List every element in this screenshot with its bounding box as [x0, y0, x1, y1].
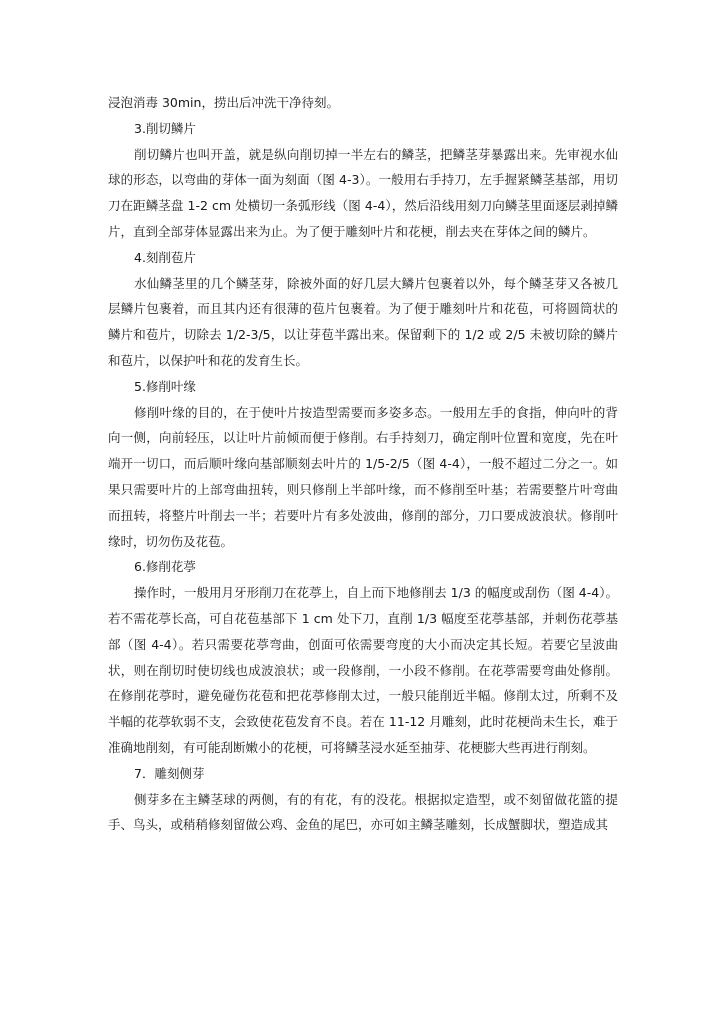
section-heading-7: 7．雕刻侧芽 — [134, 765, 205, 781]
paragraph-continuation: 浸泡消毒 30min，捞出后冲洗干净待刻。 — [108, 95, 339, 110]
section-heading-5: 5.修削叶缘 — [134, 378, 196, 394]
paragraph-section-6: 操作时，一般用月牙形削刀在花葶上，自上而下地修削去 1/3 的幅度或刮伤（图 4-4）。若不需花葶长高，可自花苞基部下 1 cm 处下刀，直削 1/3 幅度至花葶基部，并刺伤花葶基部（图 4-4）。若只需要花葶弯曲，创面可依需要弯度的大小而决定其长短。若要它呈波曲状，则在削切时使切线也成波浪状；或一段修削，一小段不修削。在花葶需要弯曲处修削。在修削花葶时，避免碰伤花苞和把花葶修削太过，一般只能削近半幅。修削太过，所剩不及半幅的花葶软弱不支，会致使花苞发育不良。若在 11-12 月雕刻，此时花梗尚未生长，难于准确地削刻，有可能刮断嫩小的花梗，可将鳞茎浸水延至抽芽、花梗膨大些再进行削刻。 — [108, 585, 618, 755]
section-heading-3: 3.削切鳞片 — [134, 120, 196, 136]
paragraph-section-7: 侧芽多在主鳞茎球的两侧，有的有花，有的没花。根据拟定造型，或不刻留做花篮的提手、鸟头，或稍稍修刻留做公鸡、金鱼的尾巴，亦可如主鳞茎雕刻，长成蟹脚状，塑造成其 — [108, 791, 618, 833]
paragraph-section-5: 修削叶缘的目的，在于使叶片按造型需要而多姿多态。一般用左手的食指，伸向叶的背向一侧，向前轻压，以让叶片前倾而便于修削。右手持刻刀，确定削叶位置和宽度，先在叶端开一切口，而后顺叶缘向基部顺刻去叶片的 1/5-2/5（图 4-4），一般不超过二分之一。如果只需要叶片的上部弯曲扭转，则只修削上半部叶缘，而不修削至叶基；若需要整片叶弯曲而扭转，将整片叶削去一半；若要叶片有多处波曲，修削的部分，刀口要成波浪状。修削叶缘时，切勿伤及花苞。 — [108, 404, 618, 549]
paragraph-section-3: 削切鳞片也叫开盖，就是纵向削切掉一半左右的鳞茎，把鳞茎芽暴露出来。先审视水仙球的形态，以弯曲的芽体一面为刻面（图 4-3）。一般用右手持刀，左手握紧鳞茎基部，用切刀在距鳞茎盘 1-2 cm 处横切一条弧形线（图 4-4），然后沿线用刻刀向鳞茎里面逐层剥掉鳞片，直到全部芽体显露出来为止。为了便于雕刻叶片和花梗，削去夹在芽体之间的鳞片。 — [108, 146, 618, 239]
document-body — [108, 90, 618, 838]
paragraph-section-4: 水仙鳞茎里的几个鳞茎芽，除被外面的好几层大鳞片包裹着以外，每个鳞茎芽又各被几层鳞片包裹着，而且其内还有很薄的苞片包裹着。为了便于雕刻叶片和花苞，可将圆筒状的鳞片和苞片，切除去 1/2-3/5，以让芽苞半露出来。保留剩下的 1/2 或 2/5 未被切除的鳞片和苞片，以保护叶和花的发育生长。 — [108, 275, 618, 368]
section-heading-4: 4.刻削苞片 — [134, 249, 196, 265]
section-heading-6: 6.修削花葶 — [134, 559, 196, 575]
